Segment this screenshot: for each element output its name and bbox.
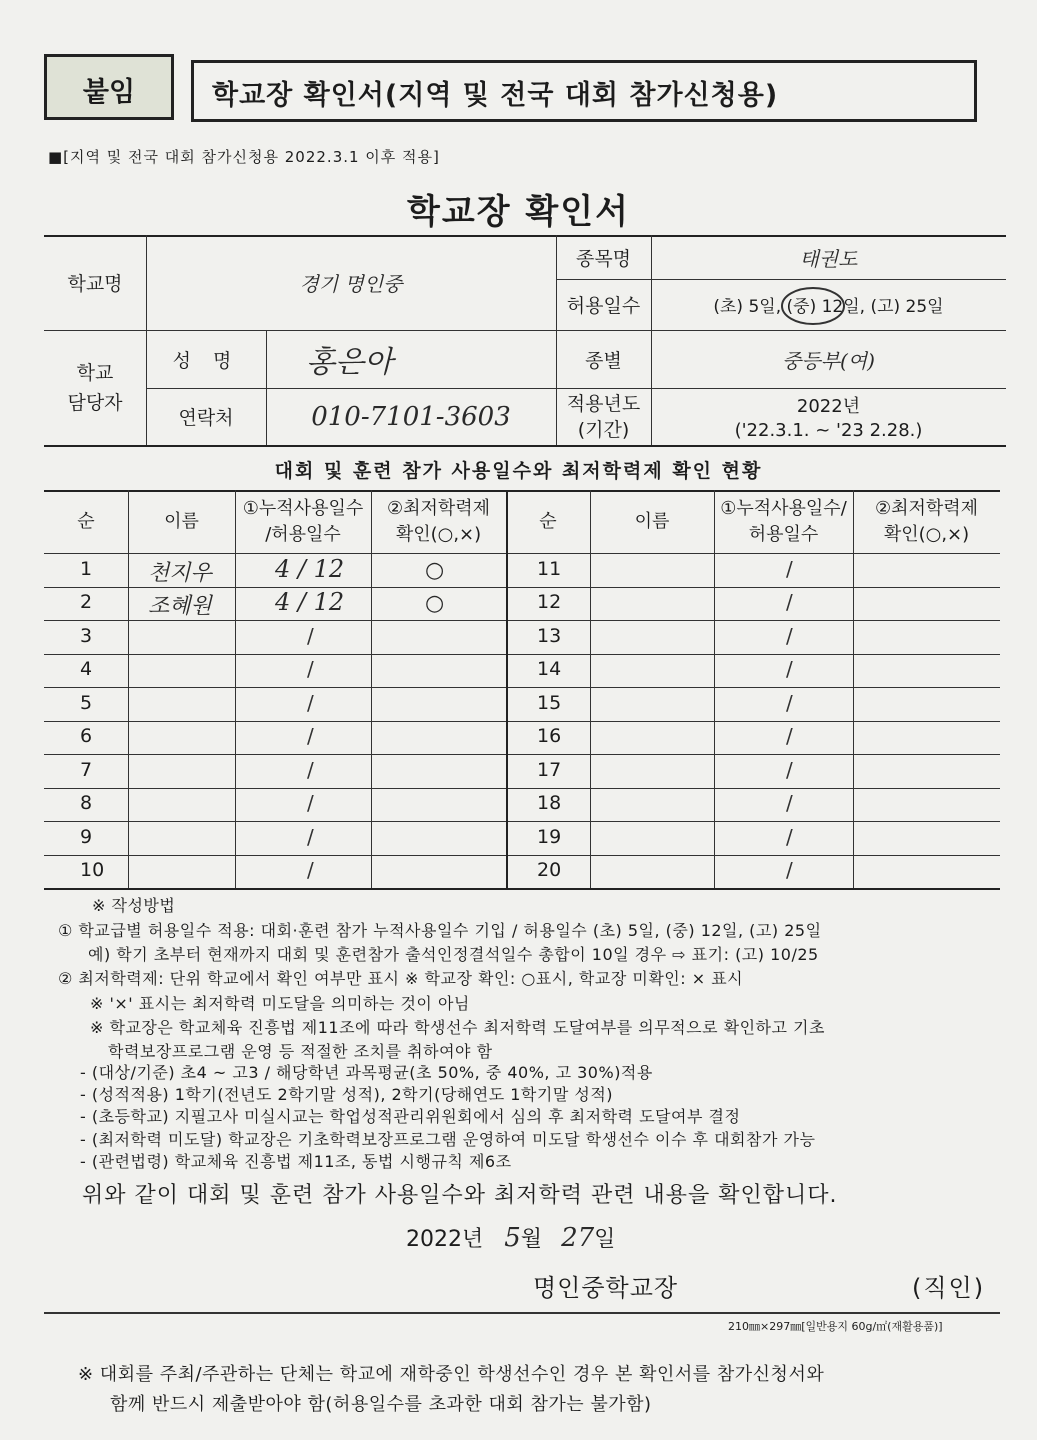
row-no: 5 bbox=[80, 692, 93, 714]
row-no: 3 bbox=[80, 625, 93, 647]
header-title: 학교장 확인서(지역 및 전국 대회 참가신청용) bbox=[212, 80, 779, 111]
note-line: 예) 학기 초부터 현재까지 대회 및 훈련참가 출석인정결석일수 총합이 10일 경우 ⇨ 표기: (고) 10/25 bbox=[88, 945, 819, 964]
period-value: ('22.3.1. ~ '23 2.28.) bbox=[734, 420, 923, 441]
row-days: / bbox=[307, 758, 314, 782]
row-name: 조혜원 bbox=[148, 594, 212, 619]
col-name-right: 이름 bbox=[634, 510, 670, 532]
row-days: / bbox=[307, 624, 314, 648]
row-confirm: ○ bbox=[425, 591, 445, 616]
date-month-unit: 월 bbox=[520, 1227, 543, 1252]
document-title: 학교장 확인서 bbox=[407, 192, 630, 232]
division-label: 종별 bbox=[585, 349, 622, 372]
section-title: 대회 및 훈련 참가 사용일수와 최저학력제 확인 현황 bbox=[274, 460, 763, 482]
col-days: ①누적사용일수 /허용일수 bbox=[242, 497, 364, 545]
col-name: 이름 bbox=[164, 510, 199, 532]
col-days-right: ①누적사용일수/ 허용일수 bbox=[720, 497, 847, 545]
note-line: - (대상/기준) 초4 ~ 고3 / 해당학년 과목평균(초 50%, 중 40%, 고 30%)적용 bbox=[80, 1063, 653, 1082]
division-value: 중등부(여) bbox=[782, 348, 875, 373]
note-line: - (최저학력 미도달) 학교장은 기초학력보장프로그램 운영하여 미도달 학생선수 이수 후 대회참가 가능 bbox=[80, 1130, 816, 1149]
row-no: 6 bbox=[80, 725, 93, 747]
row-days: / bbox=[786, 758, 793, 782]
date-month: 5 bbox=[504, 1223, 521, 1253]
sport-value: 태권도 bbox=[799, 246, 858, 271]
header-title-box bbox=[191, 60, 977, 122]
row-days: / bbox=[786, 791, 793, 815]
row-days: / bbox=[307, 691, 314, 715]
row-no: 10 bbox=[80, 859, 105, 881]
row-days: / bbox=[786, 590, 793, 614]
sub-note: ■[지역 및 전국 대회 참가신청용 2022.3.1 이후 적용] bbox=[48, 148, 440, 166]
row-days: / bbox=[786, 825, 793, 849]
allowed-days-label: 허용일수 bbox=[566, 295, 641, 317]
row-name: 천지우 bbox=[148, 561, 212, 586]
row-days: / bbox=[786, 657, 793, 681]
attachment-tag bbox=[44, 54, 174, 120]
row-days: / bbox=[786, 724, 793, 748]
date-day-unit: 일 bbox=[594, 1227, 616, 1252]
school-value: 경기 명인중 bbox=[299, 272, 403, 296]
row-no: 2 bbox=[80, 591, 93, 613]
col-no-right: 순 bbox=[539, 510, 557, 532]
seal-placeholder: (직인) bbox=[912, 1274, 986, 1302]
year-value: 2022년 bbox=[796, 396, 861, 417]
row-no: 12 bbox=[537, 591, 562, 613]
note-line: - (관련법령) 학교체육 진흥법 제11조, 동법 시행규칙 제6조 bbox=[80, 1152, 512, 1171]
row-days: / bbox=[786, 691, 793, 715]
row-no: 13 bbox=[537, 625, 562, 647]
row-no: 9 bbox=[80, 826, 93, 848]
date-day: 27 bbox=[561, 1223, 595, 1253]
row-no: 18 bbox=[537, 792, 562, 814]
row-days: / bbox=[307, 825, 314, 849]
name-label: 성 명 bbox=[172, 349, 240, 372]
note-line: ① 학교급별 허용일수 적용: 대회·훈련 참가 누적사용일수 기입 / 허용일수 (초) 5일, (중) 12일, (고) 25일 bbox=[58, 921, 822, 940]
sport-label: 종목명 bbox=[575, 247, 632, 270]
col-no: 순 bbox=[77, 510, 95, 532]
circle-mark-icon bbox=[778, 284, 848, 328]
row-no: 15 bbox=[537, 692, 562, 714]
confirm-statement: 위와 같이 대회 및 훈련 참가 사용일수와 최저학력 관련 내용을 확인합니다. bbox=[82, 1183, 838, 1208]
note-heading: ※ 작성방법 bbox=[92, 896, 176, 915]
row-days: / bbox=[307, 791, 314, 815]
row-days: / bbox=[786, 557, 793, 581]
row-days: / bbox=[307, 724, 314, 748]
col-confirm-right: ②최저학력제 확인(○,×) bbox=[874, 497, 979, 545]
row-no: 11 bbox=[537, 558, 562, 580]
row-no: 17 bbox=[537, 759, 562, 781]
row-days: / bbox=[307, 657, 314, 681]
footer-note: 함께 반드시 제출받아야 함(허용일수를 초과한 대회 참가는 불가함) bbox=[110, 1394, 652, 1415]
row-confirm: ○ bbox=[425, 558, 445, 583]
row-days: 4 / 12 bbox=[275, 555, 345, 583]
paper-spec: 210㎜×297㎜[일반용지 60g/㎡(재활용품)] bbox=[728, 1320, 943, 1333]
row-no: 19 bbox=[537, 826, 562, 848]
allowed-days-value: (초) 5일, (중) 12일, (고) 25일 bbox=[713, 297, 944, 317]
row-no: 7 bbox=[80, 759, 93, 781]
manager-label: 학교 담당자 bbox=[67, 361, 123, 414]
year-label: 적용년도 (기간) bbox=[566, 392, 641, 441]
row-days: 4 / 12 bbox=[275, 588, 345, 616]
row-no: 4 bbox=[80, 658, 93, 680]
date-line bbox=[406, 1222, 615, 1253]
school-head: 명인중학교장 bbox=[533, 1274, 679, 1302]
row-no: 1 bbox=[80, 558, 93, 580]
school-label: 학교명 bbox=[67, 273, 123, 295]
row-no: 14 bbox=[537, 658, 562, 680]
note-line: - (초등학교) 지필고사 미실시교는 학업성적관리위원회에서 심의 후 최저학력 도달여부 결정 bbox=[80, 1107, 741, 1126]
contact-value: 010-7101-3603 bbox=[311, 401, 511, 432]
note-line: 학력보장프로그램 운영 등 적절한 조치를 취하여야 함 bbox=[108, 1042, 493, 1061]
contact-label: 연락처 bbox=[178, 407, 234, 429]
note-line: ※ '×' 표시는 최저학력 미도달을 의미하는 것이 아님 bbox=[90, 994, 470, 1013]
row-no: 20 bbox=[537, 859, 562, 881]
row-days: / bbox=[786, 624, 793, 648]
footer-note: ※ 대회를 주최/주관하는 단체는 학교에 재학중인 학생선수인 경우 본 확인서를 참가신청서와 bbox=[78, 1364, 825, 1385]
row-no: 8 bbox=[80, 792, 93, 814]
col-confirm: ②최저학력제 확인(○,×) bbox=[386, 497, 491, 545]
name-value: 홍은아 bbox=[306, 345, 393, 380]
date-year: 2022년 bbox=[406, 1227, 484, 1252]
attachment-tag-label: 붙임 bbox=[82, 77, 136, 108]
note-line: - (성적적용) 1학기(전년도 2학기말 성적), 2학기(당해연도 1학기말 성적) bbox=[80, 1085, 614, 1104]
row-days: / bbox=[786, 858, 793, 882]
row-days: / bbox=[307, 858, 314, 882]
note-line: ② 최저학력제: 단위 학교에서 확인 여부만 표시 ※ 학교장 확인: ○표시, 학교장 미확인: × 표시 bbox=[58, 969, 744, 988]
row-no: 16 bbox=[537, 725, 562, 747]
note-line: ※ 학교장은 학교체육 진흥법 제11조에 따라 학생선수 최저학력 도달여부를 의무적으로 확인하고 기초 bbox=[90, 1018, 825, 1037]
